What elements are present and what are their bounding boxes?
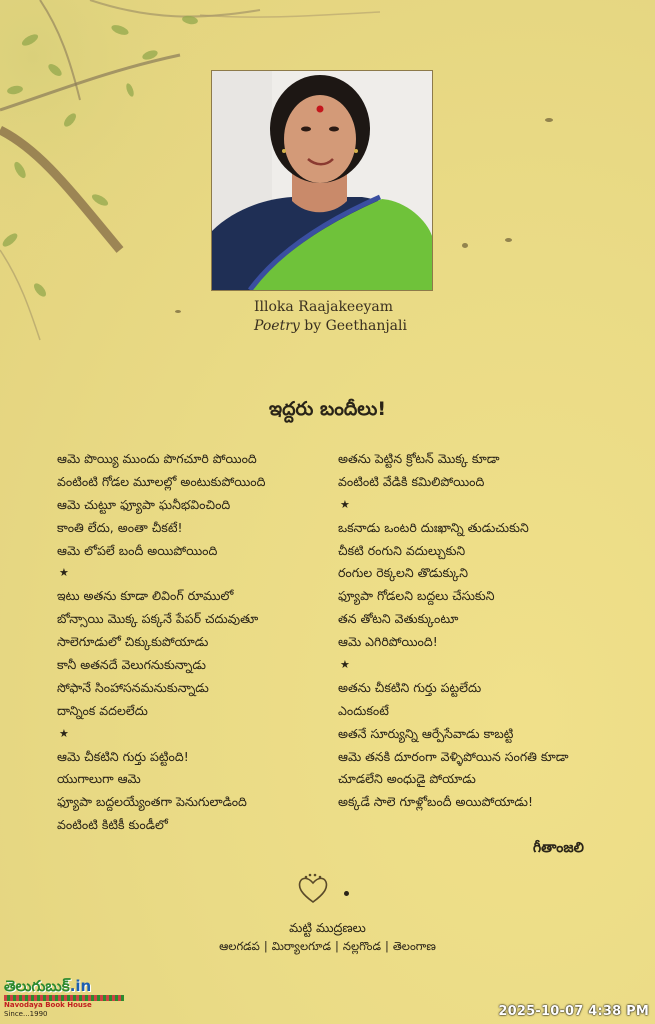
poem-line: యుగాలుగా ఆమె [57,771,141,787]
book-title-english: Illoka Raajakeeyam [254,299,394,315]
poem-line: తన తోటని వెతుక్కుంటూ [338,611,459,627]
poem-line: వంటింటి గోడల మూలల్లో అంటుకుపోయింది [57,473,266,489]
place-nalgonda: నల్లగొండ [342,939,381,953]
poem-line: ఆమె చీకటిని గుర్తు పట్టింది! [57,748,189,764]
place-separator: | [263,939,268,953]
poem-column-right [338,448,638,814]
poem-line: ఒకనాడు ఒంటరి దుఃఖాన్ని తుడుచుకుని [338,519,529,535]
poem-line: ఫ్యూపా బద్దలయ్యేంతగా పెనుగులాడింది [57,794,247,810]
poem-line: ఫ్యూపా గోడలని బద్దలు చేసుకుని [338,588,495,604]
author-name: Geethanjali [325,318,407,334]
smudge [545,118,553,122]
place-telangana: తెలంగాణ [392,939,436,953]
poem-title: ఇద్దరు బందీలు! [269,398,386,420]
smudge [462,243,468,248]
poem-line: రంగుల రెక్కలని తొడుక్కుని [338,565,469,581]
poem-line: ఆమె పొయ్యి ముందు పొగచూరి పోయింది [57,451,257,466]
author-photo [211,70,433,291]
poem-line: ఆమె చుట్టూ ఫ్యూపా ఘనీభవించింది [57,496,231,512]
place-separator: | [335,939,339,953]
telugubook-watermark [4,978,124,1019]
brand-logo-text [4,978,124,994]
stanza-separator-star-icon: ★ [340,497,350,511]
poet-signature: గీతాంజలి [533,840,584,856]
brand-house: Navodaya Book House [4,1001,92,1009]
poem-line: అతను చీకటిని గుర్తు పట్టలేదు [338,679,482,695]
brand-subtitle [4,1001,124,1019]
poem-line: ఆమె తనకి దూరంగా వెళ్ళిపోయిన సంగతి కూడా [338,748,569,764]
poem-line: చూడలేని అంధుడై పోయాడు [338,771,476,787]
place-miryalaguda: మిర్యాలగూడ [271,939,331,953]
poem-line: ఆమె ఎగిరిపోయింది! [338,634,438,650]
publisher-name: మట్టి ముద్రణలు [289,920,366,935]
poem-line: బోన్సాయి మొక్క పక్కనే పేపర్ చదువుతూ [57,611,259,627]
poem-line: వంటింటి వేడికి కమిలిపోయింది [338,473,485,489]
footprint-heart-logo-icon [296,872,330,906]
photo-timestamp: 2025-10-07 4:38 PM [498,1004,649,1019]
place-separator: | [384,939,389,953]
by-label: by [304,318,322,334]
poem-line: కాంతి లేదు, అంతా చీకటే! [57,519,183,535]
poem-line: వంటింటి కిటికీ కుండీలో [57,817,168,833]
publisher-places [0,939,655,956]
author-credit [254,318,407,334]
poem-line: దాన్నింక వదలలేదు [57,702,148,718]
smudge [175,310,181,313]
brand-name: తెలుగుబుక్ [4,977,70,995]
poem-line: ఆమె లోపలే బందీ అయిపోయింది [57,542,218,558]
poem-column-left [57,448,327,837]
poem-line: అతను పెట్టిన క్రోటన్ మొక్క కూడా [338,451,500,466]
poem-line: అక్కడే సాలె గూళ్లోబందీ అయిపోయాడు! [338,794,534,810]
poem-line: సోఫానే సింహాసనమనుకున్నాడు [57,679,209,695]
brand-suffix: .in [69,977,92,995]
poem-line: ఇటు అతను కూడా లివింగ్ రూములో [57,588,234,604]
poem-line: కానీ అతనదే వెలుగనుకున్నాడు [57,657,206,673]
stanza-separator-star-icon: ★ [340,658,350,672]
stanza-separator-star-icon: ★ [59,566,69,580]
ink-dot [344,891,349,896]
poem-line: సాలెగూడులో చిక్కుకుపోయాడు [57,634,209,650]
stanza-separator-star-icon: ★ [59,726,69,740]
poem-line: చీకటి రంగుని వదుల్చుకుని [338,542,466,558]
smudge [505,238,512,242]
poem-line: ఎందుకంటే [338,702,389,718]
poem-line: అతనే సూర్యున్ని ఆర్పేసేవాడు కాబట్టి [338,725,514,741]
poetry-label: Poetry [254,318,300,334]
brand-since: Since...1990 [4,1010,48,1018]
place-aalagadapa: ఆలగడప [219,939,260,953]
